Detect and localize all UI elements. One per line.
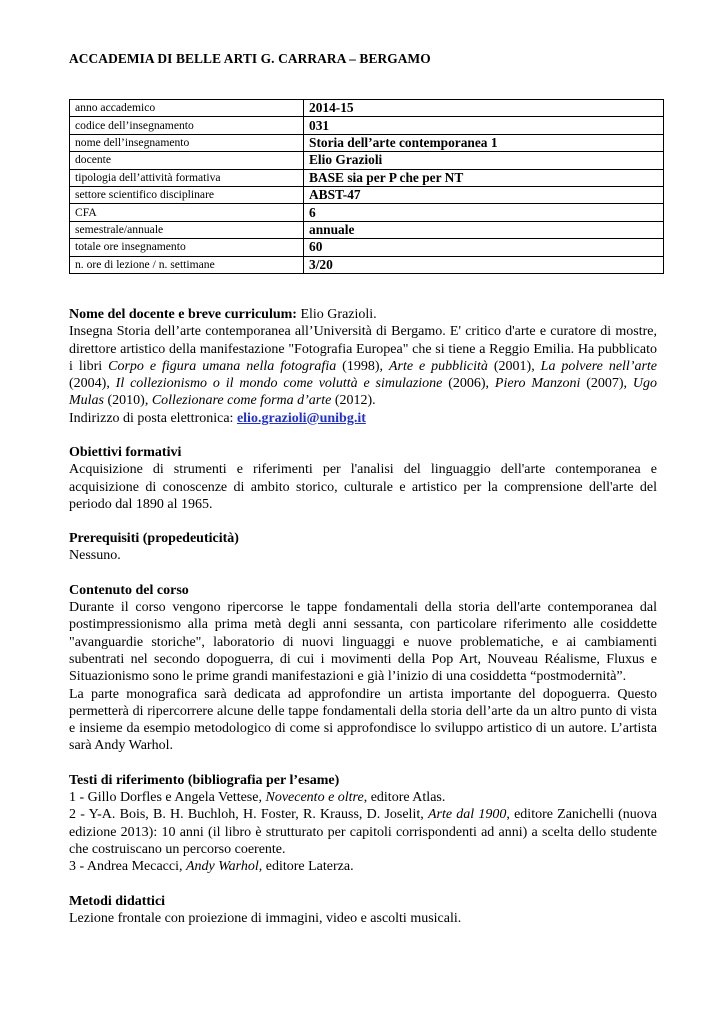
info-row [70, 204, 664, 221]
docente-bio: Insegna Storia dell’arte contemporanea all’Università di Bergamo. E' critico d'arte e curatore di mostre, direttore artistico della manifestazione "Fotografia Europea" che si tiene a Reggio Emilia. Ha pubblicato i libri Corpo e figura umana nella fotografia (1998), Arte e pubblicità (2001), La polvere nell’arte (2004), Il collezionismo o il mondo come voluttà e simulazione (2006), Piero Manzoni (2007), Ugo Mulas (2010), Collezionare come forma d’arte (2012). [69, 324, 658, 409]
info-row [70, 117, 664, 134]
metodi-heading: Metodi didattici [69, 893, 166, 909]
info-row [70, 186, 664, 203]
section-obiettivi [69, 444, 657, 513]
info-value: 3/20 [304, 256, 664, 273]
course-info-table [69, 99, 664, 274]
info-label: CFA [70, 204, 304, 221]
contenuto-para-1: Durante il corso vengono ripercorse le tappe fondamentali della storia dell'arte contemporanea dal postimpressionismo alla prima metà degli anni sessanta, con particolare riferimento alle cosiddette "avanguardie storiche", laboratorio di nuovi linguaggi e nuove problematiche, e ai cambiamenti subentrati nel secondo dopoguerra, di cui i movimenti della Pop Art, Nouveau Réalisme, Fluxus e Situazionismo sono le prime grandi manifestazioni e già l’inizio di una cosiddetta “postmodernità”. [69, 600, 657, 685]
contenuto-para-2: La parte monografica sarà dedicata ad approfondire un artista importante del dopoguerra. Questo permetterà di ripercorrere alcune delle tappe fondamentali della storia dell’arte da un altro punto di vista e insieme da esempio metodologico di come si approfondisce lo sviluppo artistico di un autore. L’artista sarà Andy Warhol. [69, 686, 657, 754]
info-label: settore scientifico disciplinare [70, 186, 304, 203]
info-row [70, 256, 664, 273]
obiettivi-text: Acquisizione di strumenti e riferimenti per l'analisi del linguaggio dell'arte contemporanea e acquisizione di conoscenze di ambito storico, culturale e artistico per la comprensione dell'arte del periodo dal 1890 al 1965. [69, 462, 657, 512]
testi-heading: Testi di riferimento (bibliografia per l’esame) [69, 772, 340, 788]
docente-name: Elio Grazioli. [296, 306, 377, 322]
contenuto-heading: Contenuto del corso [69, 582, 189, 598]
info-value: BASE sia per P che per NT [304, 169, 664, 186]
book-title: Arte e pubblicità [388, 358, 488, 374]
section-contenuto [69, 582, 657, 755]
book-title: La polvere nell’arte [540, 358, 658, 374]
info-value: 60 [304, 239, 664, 256]
book-title: Corpo e figura umana nella fotografia [108, 358, 337, 374]
info-row [70, 221, 664, 238]
info-value: Storia dell’arte contemporanea 1 [304, 134, 664, 151]
metodi-text: Lezione frontale con proiezione di immagini, video e ascolti musicali. [69, 910, 462, 926]
email-line: Indirizzo di posta elettronica: elio.grazioli@unibg.it [69, 410, 366, 426]
info-label: docente [70, 152, 304, 169]
prerequisiti-heading: Prerequisiti (propedeuticità) [69, 531, 239, 547]
bibliography-item-2: 2 - Y-A. Bois, B. H. Buchloh, H. Foster, R. Krauss, D. Joselit, Arte dal 1900, editore Zanichelli (nuova edizione 2013): 10 anni (il libro è strutturato per capitoli corrispondenti ad anni) a scelta dello studente che costruiscano un percorso coerente. [69, 807, 658, 857]
obiettivi-heading: Obiettivi formativi [69, 444, 182, 460]
info-label: tipologia dell’attività formativa [70, 169, 304, 186]
info-value: ABST-47 [304, 186, 664, 203]
info-value: 2014-15 [304, 100, 664, 117]
info-value: 6 [304, 204, 664, 221]
section-docente [69, 306, 657, 427]
info-row [70, 134, 664, 151]
info-row [70, 239, 664, 256]
info-label: n. ore di lezione / n. settimane [70, 256, 304, 273]
email-link[interactable]: elio.grazioli@unibg.it [236, 410, 366, 426]
institution-title: ACCADEMIA DI BELLE ARTI G. CARRARA – BERGAMO [69, 51, 431, 66]
document-page [69, 50, 657, 927]
bibliography-item-3: 3 - Andrea Mecacci, Andy Warhol, editore Laterza. [69, 859, 354, 875]
prerequisiti-text: Nessuno. [69, 548, 121, 564]
info-value: Elio Grazioli [304, 152, 664, 169]
document-body [69, 306, 657, 927]
section-metodi [69, 893, 657, 928]
section-prerequisiti [69, 530, 657, 565]
bibliography-item-1: 1 - Gillo Dorfles e Angela Vettese, Novecento e oltre, editore Atlas. [69, 790, 446, 806]
info-label: codice dell’insegnamento [70, 117, 304, 134]
info-label: anno accademico [70, 100, 304, 117]
book-title: Ugo Mulas [69, 376, 657, 409]
info-row [70, 169, 664, 186]
info-label: nome dell’insegnamento [70, 134, 304, 151]
info-row [70, 100, 664, 117]
book-title: Il collezionismo o il mondo come voluttà e simulazione [115, 376, 443, 392]
info-label: semestrale/annuale [70, 221, 304, 238]
info-label: totale ore insegnamento [70, 239, 304, 256]
docente-heading: Nome del docente e breve curriculum: [69, 306, 297, 322]
info-row [70, 152, 664, 169]
book-title: Collezionare come forma d’arte [151, 393, 332, 409]
info-value: annuale [304, 221, 664, 238]
book-title: Piero Manzoni [494, 376, 581, 392]
section-testi [69, 772, 657, 876]
info-value: 031 [304, 117, 664, 134]
